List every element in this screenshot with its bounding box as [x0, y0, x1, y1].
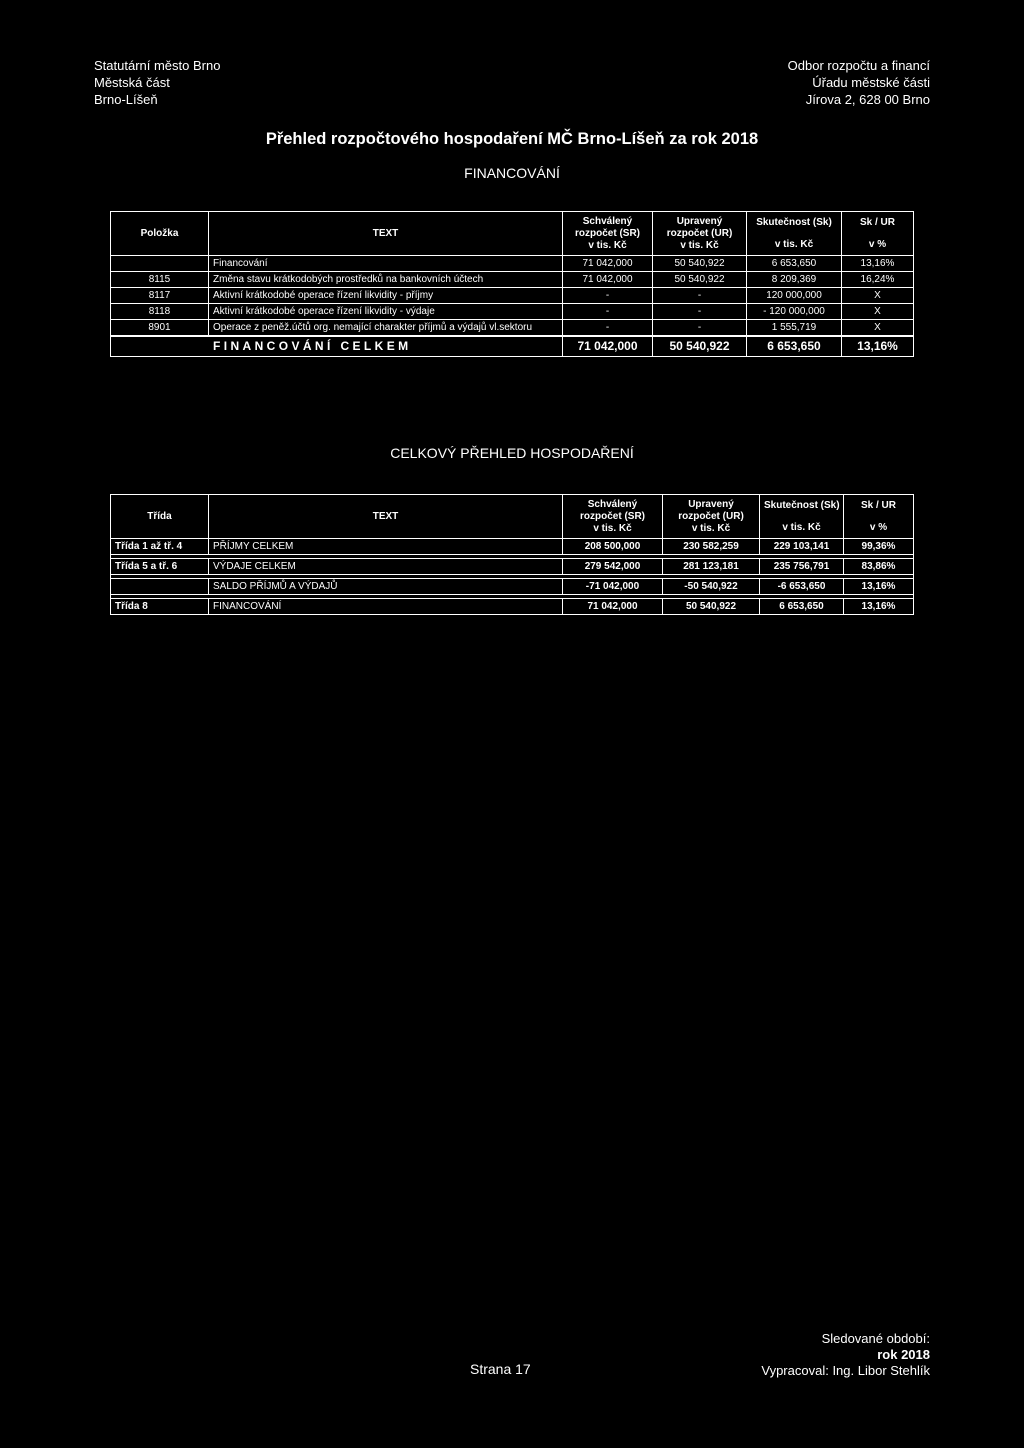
col-sr-line-3: v tis. Kč — [593, 522, 632, 534]
row-sk: 229 103,141 — [760, 539, 844, 555]
col-code: Třída — [111, 495, 209, 539]
row-class: Třída 1 až tř. 4 — [111, 539, 209, 555]
col-ur — [653, 212, 747, 256]
table-row — [111, 272, 914, 288]
page-number: Strana 17 — [470, 1361, 531, 1377]
table-row — [111, 599, 914, 615]
row-ur: 281 123,181 — [663, 559, 760, 575]
row-code: 8117 — [111, 288, 209, 304]
row-pct: X — [842, 320, 914, 337]
overview-heading: CELKOVÝ PŘEHLED HOSPODAŘENÍ — [390, 445, 634, 461]
total-label: FINANCOVÁNÍ CELKEM — [111, 336, 563, 357]
total-pct: 13,16% — [842, 336, 914, 357]
header-right — [788, 57, 930, 108]
col-ur-line-3: v tis. Kč — [680, 239, 719, 251]
table-row — [111, 559, 914, 575]
header-right-line-2: Úřadu městské části — [812, 75, 930, 90]
row-ur: - — [653, 288, 747, 304]
row-code: 8901 — [111, 320, 209, 337]
period-value: rok 2018 — [877, 1347, 930, 1362]
row-class: Třída 5 a tř. 6 — [111, 559, 209, 575]
table-row — [111, 579, 914, 595]
row-text: Operace z peněž.účtů org. nemající charakter příjmů a výdajů vl.sektoru — [209, 320, 563, 337]
col-pct-line-2: v % — [869, 521, 888, 533]
table-row — [111, 288, 914, 304]
col-sr-line-1: Schválený — [587, 498, 638, 510]
row-code: 8118 — [111, 304, 209, 320]
row-sr: 208 500,000 — [563, 539, 663, 555]
total-sr: 71 042,000 — [563, 336, 653, 357]
row-sk: 120 000,000 — [747, 288, 842, 304]
col-ur-line-1: Upravený — [676, 215, 723, 227]
col-sk-line-1: Skutečnost (Sk) — [756, 216, 832, 228]
header-left — [94, 57, 220, 108]
col-sk — [747, 212, 842, 256]
col-sk — [760, 495, 844, 539]
row-code — [111, 256, 209, 272]
col-sr-line-2: rozpočet (SR) — [580, 510, 645, 522]
row-sr: - — [563, 304, 653, 320]
header-right-line-3: Jírova 2, 628 00 Brno — [805, 92, 930, 107]
row-ur: 230 582,259 — [663, 539, 760, 555]
col-sk-line-1: Skutečnost (Sk) — [764, 499, 840, 511]
row-text: SALDO PŘÍJMŮ A VÝDAJŮ — [209, 579, 563, 595]
row-ur: - — [653, 304, 747, 320]
row-sr: - — [563, 320, 653, 337]
financing-table — [110, 211, 914, 357]
period-label: Sledované období: — [821, 1331, 930, 1346]
col-ur-line-3: v tis. Kč — [691, 522, 731, 534]
row-ur: 50 540,922 — [663, 599, 760, 615]
row-pct: 99,36% — [844, 539, 914, 555]
col-ur-line-1: Upravený — [688, 498, 734, 510]
total-row — [111, 336, 914, 357]
row-text: Změna stavu krátkodobých prostředků na bankovních účtech — [209, 272, 563, 288]
col-sk-line-2: v tis. Kč — [782, 521, 821, 533]
col-code: Položka — [111, 212, 209, 256]
table-row — [111, 256, 914, 272]
row-sk: 6 653,650 — [760, 599, 844, 615]
financing-heading: FINANCOVÁNÍ — [464, 165, 560, 181]
row-ur: -50 540,922 — [663, 579, 760, 595]
row-text: FINANCOVÁNÍ — [209, 599, 563, 615]
col-sr — [563, 495, 663, 539]
col-ur-line-2: rozpočet (UR) — [666, 227, 733, 239]
row-text: Aktivní krátkodobé operace řízení likvidity - příjmy — [209, 288, 563, 304]
row-sr: 71 042,000 — [563, 272, 653, 288]
row-sr: 71 042,000 — [563, 256, 653, 272]
col-pct-line-2: v % — [868, 238, 887, 250]
table-row — [111, 320, 914, 337]
row-code: 8115 — [111, 272, 209, 288]
footer-info — [761, 1331, 930, 1379]
row-pct: X — [842, 288, 914, 304]
row-sr: -71 042,000 — [563, 579, 663, 595]
row-sk: 1 555,719 — [747, 320, 842, 337]
row-pct: 13,16% — [842, 256, 914, 272]
document-title: Přehled rozpočtového hospodaření MČ Brno-Líšeň za rok 2018 — [265, 130, 759, 148]
row-sk: 6 653,650 — [747, 256, 842, 272]
row-text: Aktivní krátkodobé operace řízení likvidity - výdaje — [209, 304, 563, 320]
col-text: TEXT — [209, 212, 563, 256]
row-ur: 50 540,922 — [653, 256, 747, 272]
row-class — [111, 579, 209, 595]
col-text: TEXT — [209, 495, 563, 539]
overview-table — [110, 494, 914, 615]
row-text: PŘÍJMY CELKEM — [209, 539, 563, 555]
total-sk: 6 653,650 — [747, 336, 842, 357]
col-ur — [663, 495, 760, 539]
header-left-line-1: Statutární město Brno — [94, 58, 221, 73]
header-left-line-3: Brno-Líšeň — [94, 92, 158, 107]
table-row — [111, 539, 914, 555]
col-sr-line-1: Schválený — [582, 215, 633, 227]
row-sr: 71 042,000 — [563, 599, 663, 615]
table-row — [111, 304, 914, 320]
row-ur: - — [653, 320, 747, 337]
row-text: Financování — [209, 256, 563, 272]
header-right-line-1: Odbor rozpočtu a financí — [787, 58, 930, 73]
col-pct — [844, 495, 914, 539]
header-left-line-2: Městská část — [94, 75, 170, 90]
col-sr — [563, 212, 653, 256]
prepared-by: Vypracoval: Ing. Libor Stehlík — [761, 1363, 930, 1378]
row-sk: 235 756,791 — [760, 559, 844, 575]
row-pct: 83,86% — [844, 559, 914, 575]
row-ur: 50 540,922 — [653, 272, 747, 288]
col-sr-line-2: rozpočet (SR) — [575, 227, 640, 239]
row-sk: - 120 000,000 — [747, 304, 842, 320]
col-pct — [842, 212, 914, 256]
row-sk: 8 209,369 — [747, 272, 842, 288]
total-ur: 50 540,922 — [653, 336, 747, 357]
row-class: Třída 8 — [111, 599, 209, 615]
row-sr: - — [563, 288, 653, 304]
col-pct-line-1: Sk / UR — [860, 499, 896, 511]
row-pct: X — [842, 304, 914, 320]
row-sr: 279 542,000 — [563, 559, 663, 575]
row-pct: 16,24% — [842, 272, 914, 288]
row-text: VÝDAJE CELKEM — [209, 559, 563, 575]
col-ur-line-2: rozpočet (UR) — [678, 510, 744, 522]
col-pct-line-1: Sk / UR — [859, 216, 895, 228]
row-pct: 13,16% — [844, 579, 914, 595]
row-sk: -6 653,650 — [760, 579, 844, 595]
row-pct: 13,16% — [844, 599, 914, 615]
col-sk-line-2: v tis. Kč — [774, 238, 814, 250]
col-sr-line-3: v tis. Kč — [588, 239, 627, 251]
